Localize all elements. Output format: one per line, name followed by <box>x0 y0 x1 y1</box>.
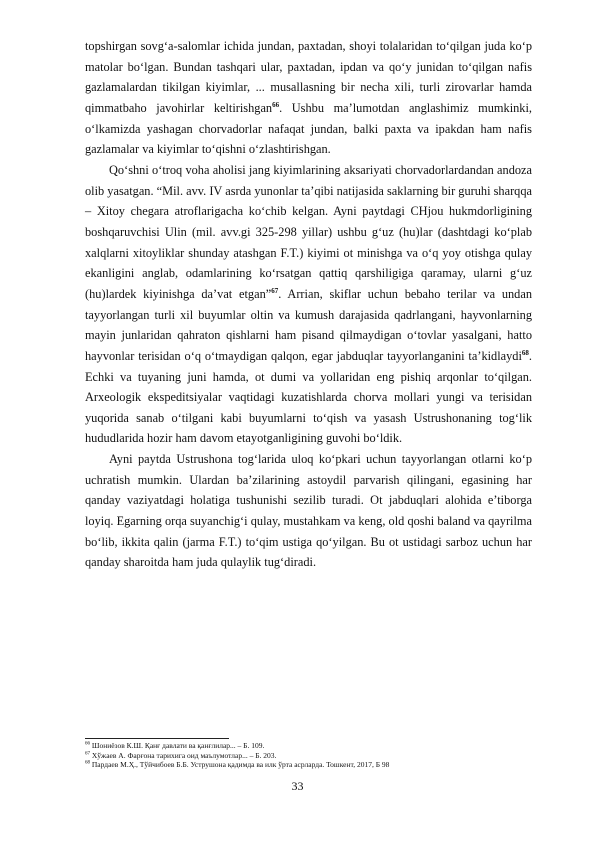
paragraph-2 <box>85 160 532 449</box>
footnotes <box>85 738 532 770</box>
footnote-ref-68[interactable]: 68 <box>521 348 529 357</box>
page-number: 33 <box>291 779 304 793</box>
footnote-68 <box>85 760 532 770</box>
footnote-separator <box>85 738 229 739</box>
footnote-text: Хўжаев А. Фарғона тарихига оид маълумотлар... – Б. 203. <box>91 750 277 760</box>
footnote-number: 68 <box>85 760 90 766</box>
paragraph-2-tail: . Echki va tuyaning juni hamda, ot dumi va yollaridan eng pishiq arqonlar to‘qilgan. Arxeologik ekspeditsiyalar vaqtidagi kuzatishlarda chorva mollari yungi va terisidan yuqorida sanab o‘tilgani kabi buyumlarni to‘qish va yasash Ustrushonaning tog‘lik hududlarida hozir ham davom etayotganligining guvohi bo‘ldik. <box>85 348 532 446</box>
paragraph-3: Ayni paytda Ustrushona tog‘larida uloq ko‘pkari uchun tayyorlangan otlarni ko‘p uchratish mumkin. Ulardan ba’zilarining astoydil parvarish qilingani, egasining har qanday vaziyatdagi holatiga tushunishi sezilib turadi. Ot jabduqlari alohida e’tiborga loyiq. Egarning orqa suyanchig‘i qulay, mustahkam va keng, old qoshi baland va qayrilma bo‘lib, ikkita qalin (jarma F.T.) to‘qim ustiga qo‘yilgan. Bu ot ustidagi sarboz uchun har qanday sharoitda ham juda qulaylik tug‘diradi. <box>85 452 532 570</box>
footnote-text: Пардаев М.Ҳ., Тўйчибоев Б.Б. Уструшона қадимда ва илк ўрта асрларда. Тошкент, 2017, Б 98 <box>91 760 390 770</box>
paragraph-2-text-after: . Arrian, skiflar uchun bebaho terilar va undan tayyorlangan turli xil buyumlar oltin va kumush darajasida qadrlangani, hayvonlarning mayin junlaridan qahraton qishlarni ham pisand qilmaydigan o‘tovlar yasalgani, hatto hayvonlar terisidan o‘q o‘tmaydigan qalqon, egar jabduqlar tayyorlanganini ta’kidlaydi <box>85 286 532 363</box>
paragraph-1 <box>85 36 532 160</box>
footnote-ref-67[interactable]: 67 <box>271 286 279 295</box>
paragraph-1-text-after: . Ushbu ma’lumotdan anglashimiz mumkinki, o‘lkamizda yashagan chorvadorlar nafaqat jundan, balki paxta va ipakdan ham nafis gazlamalar va kiyimlar to‘qishni o‘zlashtirishgan. <box>85 100 532 157</box>
footnote-66 <box>85 741 532 751</box>
footnote-ref-66[interactable]: 66 <box>272 100 280 109</box>
paragraph-1-text-before: topshirgan sovg‘a-salomlar ichida jundan, paxtadan, shoyi tolalaridan to‘qilgan juda ko‘p matolar bo‘lgan. Bundan tashqari ular, paxtadan, ipdan va qo‘y junidan to‘qilgan nafis gazlamalardan tikilgan kiyimlar, ... musallasning bir necha xili, turli zirovarlar hamda qimmatbaho javohirlar keltirishgan <box>85 39 532 115</box>
paragraph-2-text-before: Qo‘shni o‘troq voha aholisi jang kiyimlarining aksariyati chorvadorlardandan andoza olib yasatgan. “Mil. avv. IV asrda yunonlar ta’qibi natijasida saklarning bir guruhi sharqqa – Xitoy chegara atroflarigacha ko‘chib kelgan. Ayni paytdagi CHjou hukmdorligining boshqaruvchisi Ulin (mil. avv.gi 325-298 yillar) ushbu g‘uz (hu)lar (dashtdagi ko‘plab xalqlarni xitoyliklar shunday atashgan F.T.) kiyimi ot minishga va o‘q yoy otishga qulay ekanligini anglab, odamlarining ko‘rsatgan qattiq qarshiligiga qaramay, ularni g‘uz (hu)lardek kiyinishga da’vat etgan” <box>85 162 533 301</box>
footnote-number: 66 <box>85 741 90 747</box>
footnote-text: Шониёзов К.Ш. Қанғ давлати ва қанғлилар... – Б. 109. <box>91 741 265 750</box>
footnote-number: 67 <box>85 751 90 757</box>
body-text <box>85 36 532 573</box>
footnote-67 <box>85 751 532 761</box>
